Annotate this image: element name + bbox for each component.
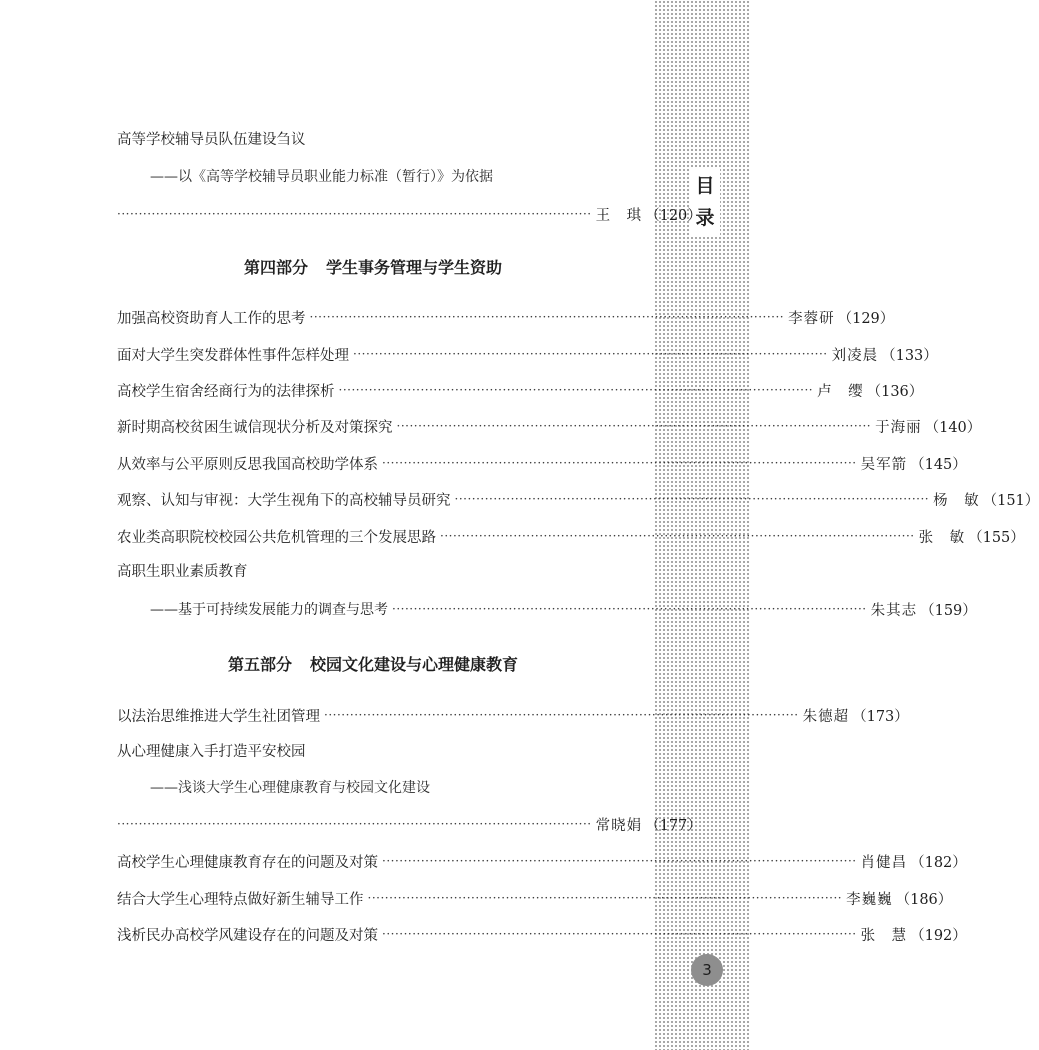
toc-title: 高校学生心理健康教育存在的问题及对策: [117, 854, 378, 871]
sidebar-title: [690, 168, 720, 236]
toc-entry[interactable]: [117, 451, 967, 475]
toc-entry-leader-line[interactable]: [117, 202, 702, 226]
toc-page-ref: （159）: [920, 602, 977, 619]
toc-title: 面对大学生突发群体性事件怎样处理: [117, 347, 349, 364]
toc-entry[interactable]: [117, 342, 938, 366]
toc-subtitle: ——基于可持续发展能力的调查与思考: [150, 602, 388, 618]
toc-author: 肖健昌: [860, 854, 908, 871]
toc-entry-leader-line[interactable]: [117, 812, 702, 836]
dot-leader: ··············································································································: [382, 927, 857, 941]
section-heading-text: 学生事务管理与学生资助: [326, 258, 503, 277]
dot-leader: ··············································································································: [440, 529, 915, 543]
toc-entry[interactable]: [117, 305, 895, 329]
section-heading-label: 第四部分: [243, 258, 308, 277]
dot-leader: ··············································································································: [117, 817, 592, 831]
sidebar-title-char-1: 目: [695, 175, 715, 197]
section-heading-part5: [117, 653, 629, 677]
toc-author: 于海丽: [875, 419, 922, 436]
toc-title: 新时期高校贫困生诚信现状分析及对策探究: [117, 419, 393, 436]
section-heading-label: 第五部分: [227, 655, 292, 674]
toc-author: 李巍巍: [846, 891, 893, 908]
toc-author: 张 敏: [918, 529, 966, 546]
page-number-badge: 3: [691, 954, 723, 986]
toc-author: 吴军箭: [860, 456, 908, 473]
toc-title: 农业类高职院校校园公共危机管理的三个发展思路: [117, 529, 436, 546]
toc-entry-subtitle[interactable]: ——以《高等学校辅导员职业能力标准（暂行）》为依据: [150, 169, 493, 185]
toc-title: 从效率与公平原则反思我国高校助学体系: [117, 456, 378, 473]
dot-leader: ··············································································································: [324, 708, 799, 722]
toc-author: 刘凌晨: [831, 347, 879, 364]
toc-title: 浅析民办高校学风建设存在的问题及对策: [117, 927, 378, 944]
toc-page-ref: （136）: [866, 383, 924, 400]
toc-author: 卢 缨: [817, 383, 864, 400]
dot-leader: ··············································································································: [338, 383, 814, 397]
toc-title: 加强高校资助育人工作的思考: [117, 310, 306, 327]
toc-entry[interactable]: [117, 922, 967, 946]
toc-author: 常晓娟: [595, 817, 643, 834]
toc-author: 杨 敏: [933, 492, 980, 509]
toc-page-ref: （155）: [968, 529, 1025, 546]
dot-leader: ··············································································································: [367, 891, 843, 905]
toc-entry[interactable]: [117, 414, 982, 438]
toc-author: 王 琪: [595, 207, 643, 224]
toc-entry[interactable]: [117, 849, 967, 873]
toc-author: 李蓉研: [788, 310, 835, 327]
toc-page-ref: （192）: [910, 927, 967, 944]
toc-page-ref: （140）: [924, 419, 982, 436]
toc-entry-title[interactable]: 高职生职业素质教育: [117, 564, 248, 580]
toc-title: 高校学生宿舍经商行为的法律探析: [117, 383, 335, 400]
toc-page-ref: （173）: [852, 708, 909, 725]
toc-page-ref: （177）: [645, 817, 702, 834]
toc-entry[interactable]: [117, 886, 953, 910]
dot-leader: ··············································································································: [117, 207, 592, 221]
toc-page-ref: （145）: [910, 456, 967, 473]
section-heading-part4: [117, 256, 629, 280]
toc-entry-subtitle-line[interactable]: [150, 597, 977, 621]
toc-author: 张 慧: [860, 927, 908, 944]
toc-page-ref: （129）: [837, 310, 895, 327]
dot-leader: ··············································································································: [382, 854, 857, 868]
toc-entry[interactable]: [117, 487, 1039, 511]
dot-leader: ··············································································································: [392, 602, 867, 616]
dot-leader: ··············································································································: [382, 456, 857, 470]
toc-page-ref: （120）: [645, 207, 702, 224]
section-heading-text: 校园文化建设与心理健康教育: [310, 655, 519, 674]
toc-entry[interactable]: [117, 524, 1025, 548]
toc-title: 观察、认知与审视：大学生视角下的高校辅导员研究: [117, 492, 451, 509]
toc-author: 朱其志: [870, 602, 918, 619]
toc-entry[interactable]: [117, 378, 924, 402]
toc-page-ref: （133）: [881, 347, 938, 364]
toc-title: 结合大学生心理特点做好新生辅导工作: [117, 891, 364, 908]
toc-title: 以法治思维推进大学生社团管理: [117, 708, 320, 725]
toc-author: 朱德超: [802, 708, 850, 725]
toc-entry-title[interactable]: 高等学校辅导员队伍建设刍议: [117, 132, 306, 148]
toc-page-ref: （182）: [910, 854, 967, 871]
toc-entry[interactable]: [117, 703, 909, 727]
dot-leader: ··············································································································: [454, 492, 930, 506]
toc-page-ref: （186）: [895, 891, 953, 908]
dot-leader: ··············································································································: [353, 347, 828, 361]
sidebar-title-char-2: 录: [695, 207, 715, 229]
toc-entry-title[interactable]: 从心理健康入手打造平安校园: [117, 744, 306, 760]
toc-page-ref: （151）: [982, 492, 1039, 509]
dot-leader: ··············································································································: [396, 419, 872, 433]
toc-entry-subtitle[interactable]: ——浅谈大学生心理健康教育与校园文化建设: [150, 780, 430, 796]
dot-leader: ··············································································································: [309, 310, 785, 324]
